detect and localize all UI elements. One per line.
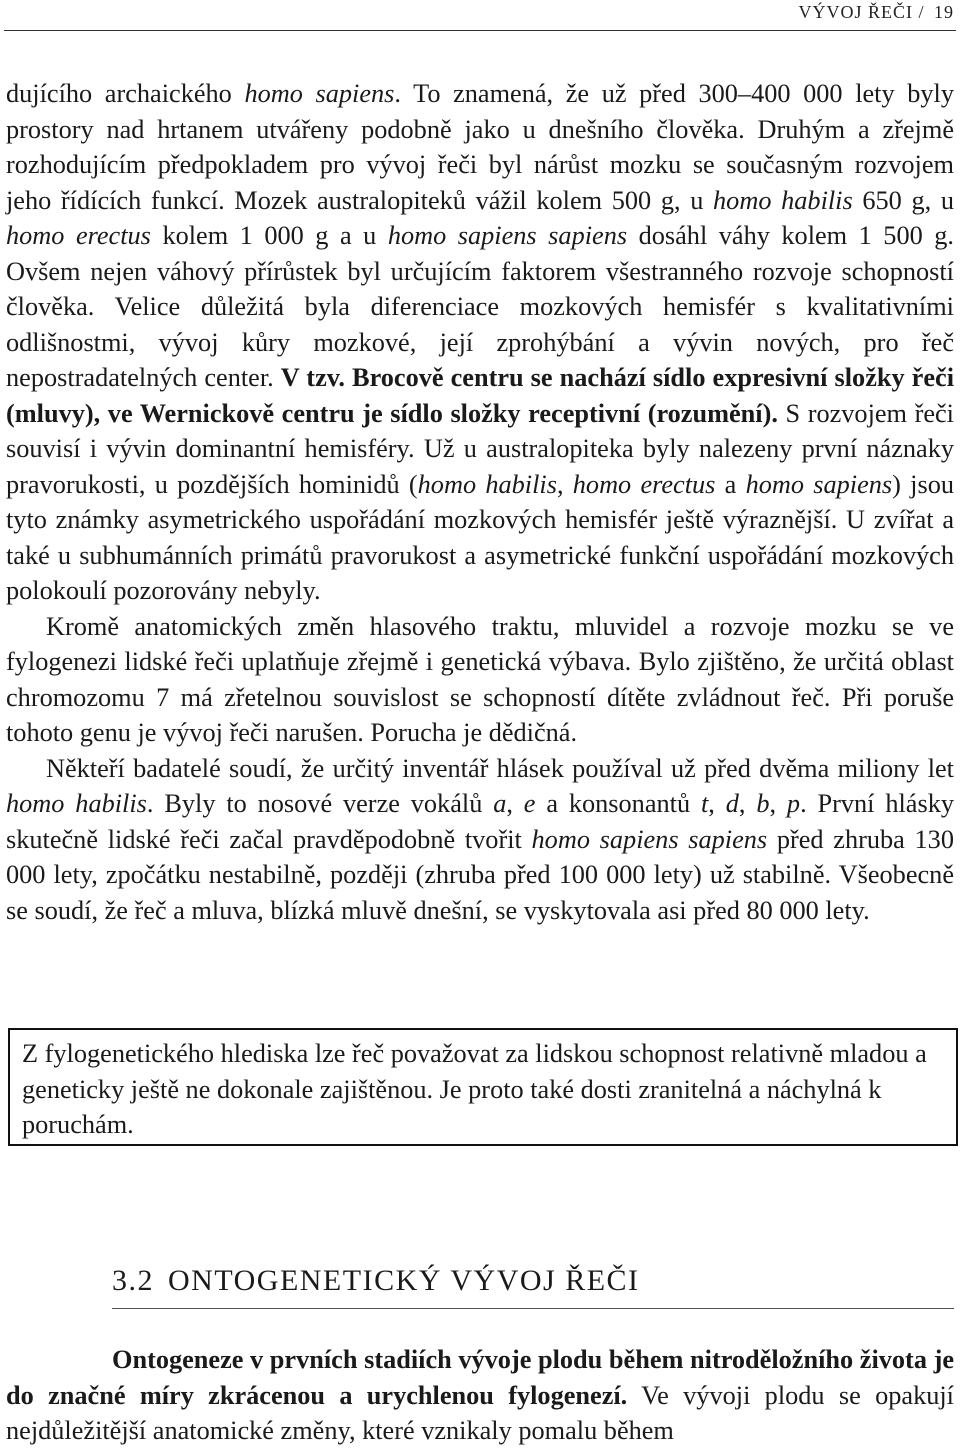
italic-term: t bbox=[700, 789, 709, 818]
italic-term: homo sapiens sapiens bbox=[387, 221, 628, 250]
text-run: dujícího archaického bbox=[6, 79, 245, 108]
italic-term: homo sapiens bbox=[244, 79, 395, 108]
section-rule bbox=[112, 1308, 954, 1309]
text-run: , bbox=[506, 789, 524, 818]
paragraph-3 bbox=[6, 751, 954, 929]
section-heading bbox=[112, 1264, 640, 1298]
text-run: a konsonantů bbox=[535, 789, 701, 818]
italic-term: homo habilis bbox=[6, 789, 147, 818]
text-run: Ve vývoji plodu se opakují nejdůležitější anatomické změny, které vznikaly pomalu během bbox=[6, 1380, 954, 1445]
italic-term: e bbox=[523, 789, 536, 818]
summary-box: Z fylogenetického hlediska lze řeč považovat za lidskou schopnost relativně mladou a geneticky ještě ne dokonale zajištěnou. Je proto také dosti zranitelná a náchylná k poruchám. bbox=[8, 1028, 958, 1146]
bold-statement: V tzv. Brocově centru se nachází sídlo expresivní složky řeči (mluvy), ve Wernickově centru je sídlo složky receptivní (rozumění). bbox=[6, 363, 954, 428]
section-number: 3.2 bbox=[112, 1264, 154, 1297]
main-text bbox=[6, 76, 954, 928]
italic-term: homo sapiens bbox=[745, 469, 893, 499]
text-run: . Byly to nosové verze vokálů bbox=[146, 789, 494, 818]
text-run: a bbox=[715, 469, 746, 499]
italic-term: b bbox=[756, 789, 770, 818]
text-run: ) jsou tyto známky asymetrického uspořádání mozkových hemisfér ještě výraznější. U zvířat a také u subhumánních primátů pravorukost a asymetrické funkční uspořádání mozkových polokoulí pozorovány nebyly. bbox=[6, 469, 955, 605]
text-run: . První hlásky skutečně lidské řeči začal pravděpodobně tvořit bbox=[6, 789, 954, 854]
running-title: VÝVOJ ŘEČI bbox=[798, 2, 913, 22]
header-rule bbox=[4, 30, 956, 31]
text-run: , bbox=[556, 469, 573, 499]
text-run: , bbox=[738, 789, 757, 818]
text-run: S rozvojem řeči souvisí i vývin dominantní hemisféry. Už u australopiteka byly nalezeny první náznaky pravorukosti, u pozdějších hominidů ( bbox=[6, 398, 954, 499]
text-run: 650 g, u bbox=[852, 185, 954, 215]
text-run: , bbox=[708, 789, 726, 818]
paragraph-2: Kromě anatomických změn hlasového traktu, mluvidel a rozvoje mozku se ve fylogenezi lidské řeči uplatňuje zřejmě i genetická výbava. Bylo zjištěno, že určitá oblast chromozomu 7 má zřetelnou souvislost se schopností dítěte zvládnout řeč. Při poruše tohoto genu je vývoj řeči narušen. Porucha je dědičná. bbox=[6, 611, 954, 747]
italic-term: homo sapiens sapiens bbox=[531, 824, 768, 854]
paragraph-1 bbox=[6, 76, 954, 609]
section-title: ONTOGENETICKÝ VÝVOJ ŘEČI bbox=[168, 1264, 640, 1297]
italic-term: homo erectus bbox=[6, 221, 151, 250]
italic-term: homo erectus bbox=[572, 469, 716, 499]
text-run: , bbox=[769, 789, 787, 818]
italic-term: a bbox=[493, 789, 507, 818]
bold-lead: Ontogeneze v prvních stadiích vývoje plodu během nitroděložního života je do značné míry zkrácenou a urychlenou fylogenezí. bbox=[6, 1345, 954, 1410]
italic-term: homo habilis bbox=[713, 185, 853, 215]
italic-term: homo habilis bbox=[417, 469, 557, 499]
italic-term: d bbox=[725, 789, 739, 818]
text-run: před zhruba 130 000 lety, zpočátku nestabilně, později (zhruba před 100 000 lety) už stabilně. Všeobecně se soudí, že řeč a mluva, blízká mluvě dnešní, se vyskytovala asi před 80 000 lety. bbox=[6, 824, 954, 925]
text-run: dosáhl váhy kolem 1 500 g. Ovšem nejen váhový přírůstek byl určujícím faktorem všestranného rozvoje schopností člověka. Velice důležitá byla diferenciace mozkových hemisfér s kvalitativními odlišnostmi, vývoj kůry mozkové, její zprohýbání a vývin nových, pro řeč nepostradatelných center. bbox=[6, 221, 954, 392]
text-run: . To znamená, že už před 300–400 000 lety byly prostory nad hrtanem utvářeny podobně jako u dnešního člověka. Druhým a zřejmě rozhodujícím předpokladem pro vývoj řeči byl nárůst mozku se současným rozvojem jeho řídících funkcí. Mozek australopiteků vážil kolem 500 g, u bbox=[6, 79, 954, 215]
italic-term: p bbox=[786, 789, 801, 818]
page-number: 19 bbox=[934, 2, 954, 22]
header-separator: / bbox=[918, 2, 925, 22]
text-run: kolem 1 000 g a u bbox=[150, 221, 388, 250]
section-paragraph bbox=[6, 1342, 954, 1449]
text-run: Někteří badatelé soudí, že určitý inventář hlásek používal už před dvěma miliony let bbox=[46, 753, 954, 783]
running-header bbox=[798, 2, 954, 23]
